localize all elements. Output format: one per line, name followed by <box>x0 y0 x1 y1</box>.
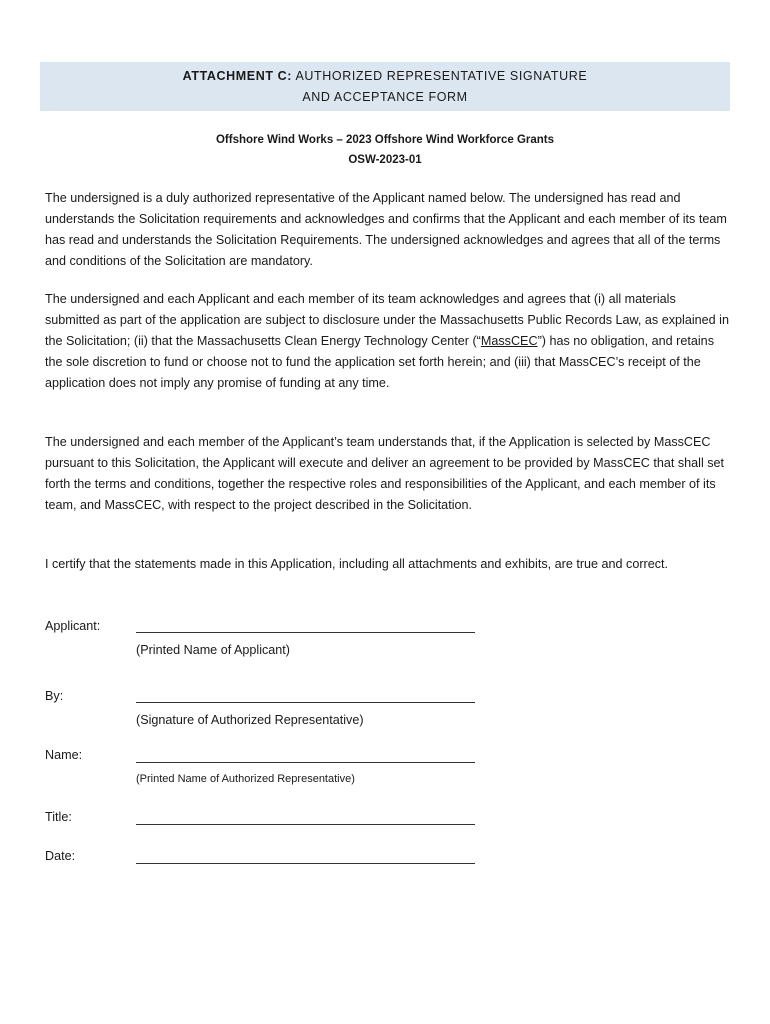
paragraph-disclosure-part-2: ”) has no obligation, and retains the sole discretion to fund or choose not to fund the application set forth herein; and (iii) that MassCEC’s receipt of the application does not imply any promise of funding at any time. <box>45 334 714 390</box>
by-signature-line[interactable] <box>136 702 475 703</box>
header-line-2: AND ACCEPTANCE FORM <box>302 90 468 104</box>
title-label: Title: <box>45 810 72 824</box>
program-name: Offshore Wind Works – 2023 Offshore Wind Workforce Grants <box>215 134 555 146</box>
applicant-label: Applicant: <box>45 619 101 633</box>
paragraph-disclosure <box>45 289 730 394</box>
title-signature-line[interactable] <box>136 824 475 825</box>
date-signature-line[interactable] <box>136 863 475 864</box>
attachment-label: ATTACHMENT C: <box>182 69 293 83</box>
program-code: OSW-2023-01 <box>348 154 422 166</box>
name-signature-line[interactable] <box>136 762 475 763</box>
form-header <box>40 62 730 111</box>
masscec-link[interactable]: MassCEC <box>480 334 538 348</box>
paragraph-agreement: The undersigned and each member of the Applicant’s team understands that, if the Application is selected by MassCEC pursuant to this Solicitation, the Applicant will execute and deliver an agreement to be provided by MassCEC that shall set forth the terms and conditions, together the respective roles and responsibilities of the Applicant, and each member of its team, and MassCEC, with respect to the project described in the Solicitation. <box>45 435 725 512</box>
by-label: By: <box>45 689 64 703</box>
date-label: Date: <box>45 849 76 863</box>
header-line-1 <box>40 66 730 87</box>
header-title-part-1: AUTHORIZED REPRESENTATIVE SIGNATURE <box>295 69 588 83</box>
paragraph-representation: The undersigned is a duly authorized representative of the Applicant named below. The undersigned has read and understands the Solicitation requirements and acknowledges and confirms that the Applicant and each member of its team has read and understands the Solicitation Requirements. The undersigned acknowledges and agrees that all of the terms and conditions of the Solicitation are mandatory. <box>45 191 727 268</box>
applicant-caption: (Printed Name of Applicant) <box>136 643 290 657</box>
paragraph-disclosure-part-1: The undersigned and each Applicant and each member of its team acknowledges and agrees that (i) all materials submitted as part of the application are subject to disclosure under the Massachusetts Public Records Law, as explained in the Solicitation; (ii) that the Massachusetts Clean Energy Technology Center (“ <box>45 292 729 348</box>
name-caption: (Printed Name of Authorized Representative) <box>136 773 355 785</box>
applicant-signature-line[interactable] <box>136 632 475 633</box>
paragraph-certification: I certify that the statements made in this Application, including all attachments and exhibits, are true and correct. <box>45 557 669 571</box>
name-label: Name: <box>45 748 83 762</box>
by-caption: (Signature of Authorized Representative) <box>136 713 364 727</box>
